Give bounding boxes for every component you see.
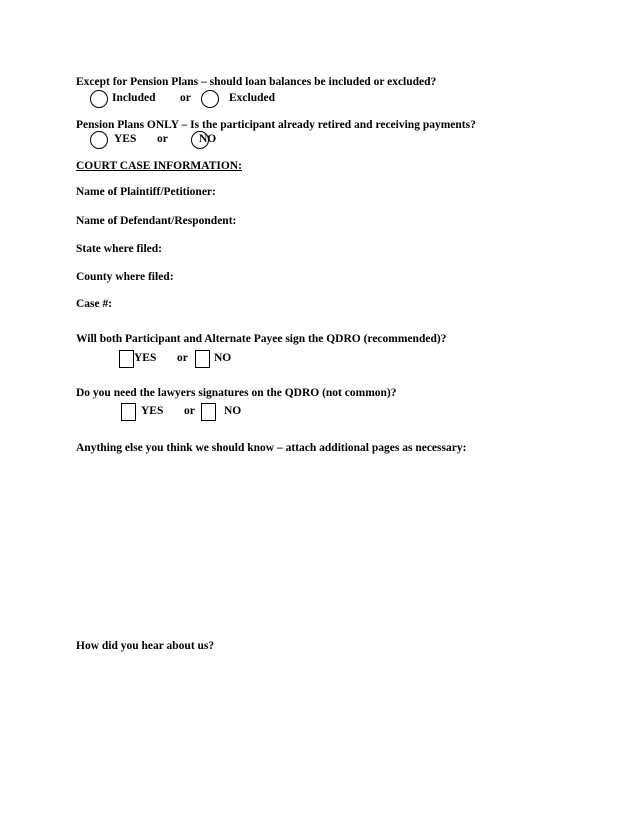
sign-yes-label: YES (134, 352, 157, 364)
state-filed-label: State where filed: (76, 243, 163, 255)
loan-balance-question: Except for Pension Plans – should loan balances be included or excluded? (76, 76, 437, 88)
anything-else-label: Anything else you think we should know – attach additional pages as necessary: (76, 442, 467, 454)
pension-yes-radio[interactable] (90, 131, 108, 149)
lawyers-yes-label: YES (141, 405, 164, 417)
or-text: or (180, 92, 191, 104)
lawyers-yes-checkbox[interactable] (121, 403, 136, 421)
excluded-label: Excluded (229, 92, 276, 104)
plaintiff-label: Name of Plaintiff/Petitioner: (76, 186, 216, 198)
defendant-label: Name of Defendant/Respondent: (76, 215, 237, 227)
court-case-heading: COURT CASE INFORMATION: (76, 160, 242, 172)
sign-qdro-question: Will both Participant and Alternate Payee sign the QDRO (recommended)? (76, 333, 447, 345)
sign-no-label: NO (214, 352, 232, 364)
sign-yes-checkbox[interactable] (119, 350, 134, 368)
included-label: Included (112, 92, 156, 104)
sign-no-checkbox[interactable] (195, 350, 210, 368)
excluded-radio[interactable] (201, 90, 219, 108)
lawyers-no-label: NO (224, 405, 242, 417)
pension-no-label: NO (199, 133, 217, 145)
included-radio[interactable] (90, 90, 108, 108)
hear-about-us-label: How did you hear about us? (76, 640, 215, 652)
or-text: or (177, 352, 188, 364)
pension-yes-label: YES (114, 133, 137, 145)
case-number-label: Case #: (76, 298, 113, 310)
lawyers-signature-question: Do you need the lawyers signatures on the QDRO (not common)? (76, 387, 397, 399)
pension-retired-question: Pension Plans ONLY – Is the participant already retired and receiving payments? (76, 119, 476, 131)
county-filed-label: County where filed: (76, 271, 174, 283)
or-text: or (184, 405, 195, 417)
or-text: or (157, 133, 168, 145)
lawyers-no-checkbox[interactable] (201, 403, 216, 421)
